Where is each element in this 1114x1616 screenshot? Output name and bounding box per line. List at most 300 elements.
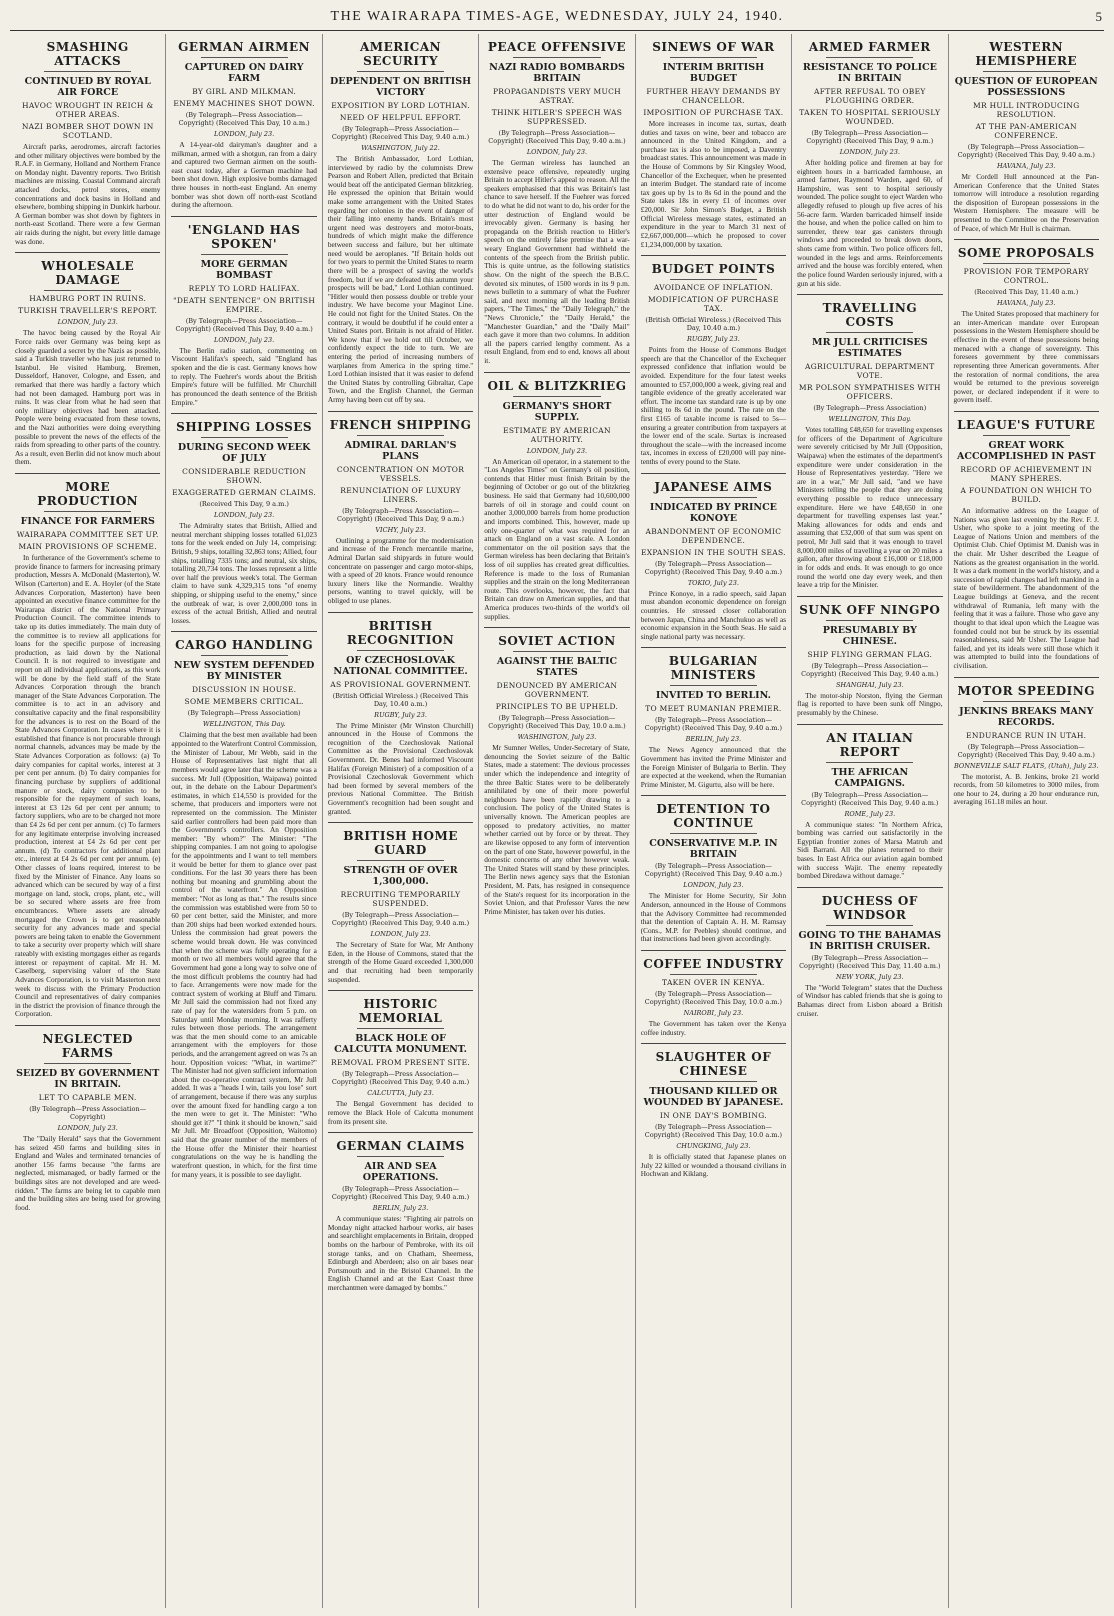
article-separator (641, 473, 786, 474)
article-deck: LET TO CAPABLE MEN. (38, 1092, 137, 1102)
article-credit: (By Telegraph—Press Association—Copyright) (29, 1104, 147, 1121)
headline-rule (357, 650, 444, 651)
article (171, 223, 316, 407)
article-separator (328, 612, 473, 613)
article-credit: (By Telegraph—Press Association—Copyright) (Received This Day, 9.40 a.m.) (801, 790, 939, 807)
masthead-rule (10, 30, 1104, 31)
article-credit: (By Telegraph—Press Association—Copyright) (Received This Day, 9 a.m.) (337, 506, 465, 523)
article-body: The Prime Minister (Mr Winston Churchill) announced in the House of Commons the recognition of the Czechoslovak National Committee as the Provisional Czechoslovak Government. Dr. Benes had informed Viscount Halifax (Foreign Minister) of a composition of a Provisional Czechoslovak Government which had been formed by several members of the previous National Committee. The British Government's recognition had been sought and granted. (327, 720, 474, 816)
page-number: 5 (1095, 9, 1102, 24)
news-column (949, 34, 1104, 1608)
article-deck: DENOUNCED BY AMERICAN GOVERNMENT. (496, 681, 618, 700)
article-headline: MORE PRODUCTION (37, 480, 139, 509)
article-dateline: LONDON, July 23. (57, 1123, 118, 1132)
article-deck: PRINCIPLES TO BE UPHELD. (495, 702, 619, 712)
article-headline: SOME PROPOSALS (957, 246, 1095, 261)
article (484, 379, 629, 622)
headline-rule (670, 1081, 757, 1082)
article-body: A 14-year-old dairyman's daughter and a milkman, armed with a shotgun, ran from a dairy and captured two German airmen on the south-east coast today, after a German machine had been shot down. High explosive bombs damaged three houses in north-east England. An enemy bomber was shot down off north-east Scotland during the afternoon. (171, 140, 317, 210)
article (641, 262, 786, 467)
article-separator (797, 887, 942, 888)
article-dateline: HAVANA, July 23. (997, 162, 1056, 170)
article-dateline: CALCUTTA, July 23. (367, 1089, 434, 1098)
article-dateline: ROME, July 23. (844, 809, 896, 818)
article-deck: PROVISION FOR TEMPORARY CONTROL. (963, 267, 1089, 286)
headline-rule (826, 762, 913, 763)
article-separator (484, 627, 629, 628)
article-deck: CONSIDERABLE REDUCTION SHOWN. (182, 467, 307, 486)
article-deck: CONCENTRATION ON MOTOR VESSELS. (336, 464, 465, 483)
headline-rule (44, 1063, 131, 1064)
headline-rule (826, 620, 913, 621)
headline-rule (983, 701, 1070, 702)
article-dateline: LONDON, July 23. (214, 130, 275, 138)
article-credit: (By Telegraph—Press Association—Copyright) (Received This Day, 10 a.m.) (178, 111, 310, 127)
article-body: Points from the House of Commons Budget speech are that the Chancellor of the Exchequer expressed confidence that inflation would be avoided. Expenditure for the four latest weeks amounted to £57,000,000 a week, giving real and tangible evidence of the greatly accelerated war effort. The income tax standard rate is up by one shilling to 8s 6d in the pound. The rate on the first £165 of taxable income is raised to 5s—ensuring a greater contribution from taxpayers at the lower end of the scale. Surtax is increased throughout the scale—with the increased income tax, incomes in excess of £20,000 will pay nine-tenths of every pound to the State. (640, 345, 787, 467)
article (641, 480, 786, 642)
article-deck: RENUNCIATION OF LUXURY LINERS. (340, 485, 461, 504)
article-deck: AS PROVISIONAL GOVERNMENT. (330, 679, 471, 689)
headline-rule (357, 1028, 444, 1029)
headline-rule (670, 685, 757, 686)
article (328, 40, 473, 405)
article-body: A communique states: "Fighting air patrols on Monday night attacked harbour works, air bases and searchlight emplacements in Britain, dropped bombs on the harbour of Pembroke, with its oil storage tanks, and on Chatham, Sheerness, Edinburgh and Aberdeen; also on air bases near Portsmouth and in the Bristol Channel. In the English Channel and at the East Coast three merchantmen were damaged by bombs." (327, 1214, 474, 1292)
article-dateline: WASHINGTON, July 23. (517, 733, 597, 742)
article-deck: "DEATH SENTENCE" ON BRITISH EMPIRE. (173, 295, 316, 314)
article-subheadline: BLACK HOLE OF CALCUTTA MONUMENT. (334, 1033, 467, 1056)
article-dateline: LONDON, July 23. (683, 881, 744, 890)
article (484, 40, 629, 366)
article-deck: FURTHER HEAVY DEMANDS BY CHANCELLOR. (646, 87, 781, 105)
article-headline: WESTERN HEMISPHERE (975, 40, 1078, 68)
article-body: The Secretary of State for War, Mr Anthony Eden, in the House of Commons, stated that the strength of the Home Guard exceeded 1,300,000 and that recruiting had been temporarily suspended. (327, 940, 474, 984)
article-body: The motor-ship Norston, flying the German flag is reported to have been sunk off Ningpo, presumably by the Chinese. (797, 690, 943, 717)
article-headline: 'ENGLAND HAS SPOKEN' (187, 222, 301, 251)
article-dateline: TOKIO, July 23. (687, 578, 739, 587)
article-deck: THINK HITLER'S SPEECH WAS SUPPRESSED. (491, 108, 623, 126)
article-deck: A FOUNDATION ON WHICH TO BUILD. (960, 485, 1092, 504)
article-deck: MR HULL INTRODUCING RESOLUTION. (972, 101, 1080, 119)
article-subheadline: GREAT WORK ACCOMPLISHED IN PAST (957, 439, 1096, 462)
headline-rule (513, 396, 600, 397)
headline-rule (983, 435, 1070, 436)
article-subheadline: JENKINS BREAKS MANY RECORDS. (959, 705, 1094, 728)
article-dateline: LONDON, July 23. (214, 335, 275, 344)
article-separator (171, 216, 316, 217)
article-deck: MODIFICATION OF PURCHASE TAX. (647, 295, 779, 314)
article-headline: MOTOR SPEEDING (957, 683, 1095, 698)
article-headline: AMERICAN SECURITY (359, 40, 442, 68)
article-deck: AT THE PAN-AMERICAN CONFERENCE. (975, 122, 1077, 140)
article-subheadline: RESISTANCE TO POLICE IN BRITAIN (802, 62, 937, 84)
article (797, 301, 942, 590)
article-dateline: LONDON, July 23. (214, 511, 275, 520)
article-headline: LEAGUE'S FUTURE (957, 417, 1096, 432)
news-column (792, 34, 948, 1608)
headline-rule (357, 71, 444, 72)
article-separator (641, 255, 786, 256)
article-separator (641, 647, 786, 648)
article-separator (954, 239, 1099, 240)
article-headline: NEGLECTED FARMS (42, 1031, 133, 1060)
article-deck: EXAGGERATED GERMAN CLAIMS. (172, 488, 317, 498)
article (328, 619, 473, 817)
article-body: The Government has taken over the Kenya coffee industry. (640, 1019, 787, 1037)
article-headline: WHOLESALE DAMAGE (41, 259, 135, 288)
article-body: Votes totalling £48,650 for travelling expenses for officers of the Department of Agriculture were severely criticised by Mr Jull (Opposition, Waipawa) when the estimates of the department's expenditure were under consideration in the House of Representatives yesterday. "Here we are in a war," Mr Jull said, "and we have Ministers telling the people that they are doing everything possible to reduce unnecessary expenditure. Here we have £48,650 in one department for travelling expenses last year." Making allowances for odds and ends and assuming that £32,000 of that sum was spent on petrol, Mr Jull said that it was enough to travel 8,000,000 miles of travelling a year on 20 miles a gallon, after throwing about £16,000 or £18,000 in for odds and ends. It was enough to go once round the world one day every week, and then leave a trip for the Minister. (797, 425, 943, 590)
article-body: More increases in income tax, surtax, death duties and taxes on wine, beer and tobacco are announced in the United Kingdom, and a purchase tax is also to be imposed, a Daventry broadcast states. This announcement was made in the House of Commons by Sir Kingsley Wood, Chancellor of the Exchequer, when he presented an interim Budget. The standard rate of income tax goes up by 1s to 8s 6d in the pound and the State takes 18s in every £1 of incomes over £20,000. Sir John Simon's Budget, a British Official Wireless message states, estimated an expenditure in the year to March 31 next of £2,667,000,000—which he proposed to cover £1,234,000,000 by taxation. (640, 119, 787, 249)
article (954, 246, 1099, 405)
masthead (0, 0, 1114, 30)
article-deck: RECORD OF ACHIEVEMENT IN MANY SPHERES. (960, 464, 1093, 483)
article (797, 603, 942, 718)
article-credit: (By Telegraph—Press Association—Copyright) (Received This Day, 9.40 a.m.) (331, 1070, 470, 1087)
headline-rule (201, 437, 288, 438)
article-deck: MR POLSON SYMPATHISES WITH OFFICERS. (798, 383, 941, 402)
news-column (636, 34, 792, 1608)
article-headline: CARGO HANDLING (175, 638, 314, 653)
article-headline: FRENCH SHIPPING (329, 417, 472, 432)
article-subheadline: NEW SYSTEM DEFENDED BY MINISTER (173, 660, 315, 683)
article-credit: (British Official Wireless.) (Received This Day, 10.40 a.m.) (645, 316, 782, 333)
article-subheadline: SEIZED BY GOVERNMENT IN BRITAIN. (16, 1067, 160, 1090)
article-headline: BRITISH RECOGNITION (346, 618, 455, 647)
article-credit: (By Telegraph—Press Association—Copyright) (Received This Day, 9.40 a.m.) (175, 316, 313, 333)
article-deck: EXPANSION IN THE SOUTH SEAS. (640, 547, 786, 557)
headline-rule (201, 254, 288, 255)
article (797, 894, 942, 1018)
article-credit: (By Telegraph—Press Association—Copyright) (Received This Day, 9.40 a.m.) (957, 143, 1095, 159)
article-headline: COFFEE INDUSTRY (643, 957, 784, 972)
article-dateline: BONNEVILLE SALT FLATS, (Utah), July 23. (953, 761, 1099, 770)
headline-rule (670, 974, 757, 975)
headline-rule (44, 290, 131, 291)
article-body: Prince Konoye, in a radio speech, said Japan must abandon economic dependence on foreign countries. He stressed closer collaboration between Japan, China and Manchukuo as well as economic expansion in the South Seas. He said a single national party was necessary. (640, 588, 787, 641)
article-deck: DISCUSSION IN HOUSE. (191, 685, 297, 695)
article-body: An informative address on the League of Nations was given last evening by the Rev. F. J. Usher, who spoke to a joint meeting of the League of Nations Union and members of the Optimist Club. Chief Optimist M. Danish was in the chair. Mr Usher described the League of Nations as the greatest organisation in the world. It was a dark moment in the world's history, and a succession of rapid changes had left mankind in a state of bewilderment. The abandonment of the League buildings at Geneva, and the recent withdrawal of Rumania, left many with the feeling that it was a failure. Those who gave any thought to that ideal upon which the League was founded could not but be struck by its essential reasonableness, said Mr Usher. The League had failed, and yet its ideals were still those which it was attempted to build into the foundations of civilisation. (953, 505, 1099, 670)
article-deck: AVOIDANCE OF INFLATION. (653, 283, 773, 293)
article-deck: REPLY TO LORD HALIFAX. (188, 283, 300, 293)
headline-rule (44, 71, 131, 72)
article-subheadline: OF CZECHOSLOVAK NATIONAL COMMITTEE. (333, 654, 468, 677)
article-body: The havoc being caused by the Royal Air Force raids over Germany was being kept as closely guarded a secret by the Nazis as possible, said a Turkish traveller who has just returned to Istanbul. He visited Hamburg, Bremen, Dusseldorf, Hanover, Cologne, and Essen, and remarked that there was hardly a factory which had not been damaged. Hamburg port was in ruins. It was clear from what he had seen that only military objectives had been attacked. People were being evacuated from these towns, and the Nazi authorities were doing everything possible to prevent the news of the effects of the raids from spreading to other parts of the country. As a result, even Berlin did not know much about them. (15, 328, 161, 467)
article (954, 684, 1099, 807)
article-separator (797, 596, 942, 597)
article-body: Claiming that the best men available had been appointed to the Waterfront Control Commission, the Minister of Labour, Mr Webb, said in the House of Representatives last night that all members would agree later that the scheme was a success. Mr Jull (Opposition, Waipawa) pointed out, in the debate on the Labour Department's estimates, in which £14,550 is provided for the scheme, that producers and importers were not represented on the commission. The Minister said earlier controllers had been paid more than the Government's controllers. An Opposition member: "By whom?" The Minister: "The shipping companies. I am not going to apologise for the appointments and I want to tell members it would be better for them to glance over past conditions. For the last 30 years there has been nothing but moaning and grumbling about the control of the waterfront." An Opposition member: "Not as long as that." The results since the commission was established were from 50 to 60 per cent better, said the Minister, and more than 200 ships had been worked extended hours. Unless the commission had great powers the scheme would break down. He was convinced that when the scheme was fully operating for a month or two all members would agree that the Government had gone a long way to solve one of the most difficult problems the country had had to face. Arrangements were now made for the contract system of working at Bluff and Timaru. Mr Jull said the commission had not fixed any rate of pay for the watersiders from 5 p.m. on Saturday until Monday morning. It was rafferty rules between those periods. The arrangement was that the men should come to an amicable arrangement with the employers for those periods, and the arrangement agreed on was 7s an hour. Opposition voices: "What, in wartime?" The Minister had not given sufficient information about the co-operative contract system, Mr Jull added. It was a "heads I win, tails you lose" sort of arrangement, because if there was any surplus over the amount fixed for handling cargo a ton the men were to get it. The Minister: "Who should get it?" "I think it should be known," said Mr Jull. Mr Broadfoot (Opposition, Waitomo) said that the greater number of the members of the House offer the Minister their heartiest congratulations on the way he is handling the waterfront question, in which, for the first time for many years, it is possible to see daylight. (171, 730, 317, 1179)
newspaper-title: THE WAIRARAPA TIMES-AGE, WEDNESDAY, JULY 24, 1940. (330, 9, 784, 24)
article-separator (328, 990, 473, 991)
headline-rule (670, 833, 757, 834)
article-dateline: WELLINGTON, This Day. (202, 720, 286, 729)
article-headline: SMASHING ATTACKS (46, 40, 129, 68)
article-subheadline: STRENGTH OF OVER 1,300,000. (343, 865, 458, 888)
article-headline: OIL & BLITZKRIEG (487, 378, 627, 393)
article-deck: NAZI BOMBER SHOT DOWN IN SCOTLAND. (21, 122, 154, 140)
article-credit: (By Telegraph—Press Association—Copyright) (Received This Day, 10.0 a.m.) (644, 1123, 783, 1140)
article-headline: PEACE OFFENSIVE (487, 40, 627, 54)
news-column (166, 34, 322, 1608)
headline-rule (670, 57, 757, 58)
article-deck: RECRUITING TEMPORARILY SUSPENDED. (340, 890, 461, 909)
headline-rule (983, 71, 1070, 72)
article-dateline: NAIROBI, July 23. (683, 1009, 744, 1018)
article-credit: (By Telegraph—Press Association—Copyright) (Received This Day, 9.40 a.m.) (644, 862, 783, 879)
article-separator (954, 677, 1099, 678)
article-deck: SHIP FLYING GERMAN FLAG. (807, 649, 933, 659)
article-separator (171, 413, 316, 414)
article-deck: IN ONE DAY'S BOMBING. (659, 1111, 767, 1121)
headline-rule (357, 860, 444, 861)
article-headline: TRAVELLING COSTS (822, 301, 918, 330)
article-body: The Minister for Home Security, Sir John Anderson, announced in the House of Commons that the Advisory Committee had recommended that the detention of Captain A. H. M. Ramsay (Cons., M.P. for Peebles) should continue, and that instructions had been given accordingly. (640, 891, 787, 944)
article-dateline: LONDON, July 23. (526, 148, 588, 156)
article-headline: JAPANESE AIMS (654, 479, 773, 494)
news-column (323, 34, 479, 1608)
article-deck: MAIN PROVISIONS OF SCHEME. (18, 542, 157, 552)
article-deck: IMPOSITION OF PURCHASE TAX. (643, 108, 784, 117)
article-subheadline: MR JULL CRITICISES ESTIMATES (812, 337, 928, 360)
article-separator (797, 294, 942, 295)
headline-rule (983, 263, 1070, 264)
headline-rule (826, 57, 913, 58)
article-credit: (By Telegraph—Press Association—Copyright) (Received This Day, 11.40 a.m.) (799, 953, 941, 970)
article-subheadline: DURING SECOND WEEK OF JULY (177, 442, 311, 465)
headline-rule (201, 655, 288, 656)
article-credit: (By Telegraph—Press Association) (813, 404, 927, 413)
article-subheadline: ADMIRAL DARLAN'S PLANS (344, 439, 457, 462)
article-dateline: LONDON, July 23. (57, 318, 118, 327)
article-body: The United States proposed that machinery for an inter-American mandate over European possessions in the Western Hemisphere should be effective in the event of these possessions being menaced with a change of sovereignty. This foresees government by three commissars representing three American governments. After the restoration of normal conditions, the area would be returned to the previous sovereign power, or declared independent if it were to govern itself. (953, 309, 1099, 405)
article-dateline: WASHINGTON, July 22. (361, 144, 440, 152)
article-body: The Bengal Government has decided to remove the Black Hole of Calcutta monument from its present site. (327, 1099, 474, 1126)
article-headline: AN ITALIAN REPORT (826, 730, 914, 759)
article-dateline: RUGBY, July 23. (687, 335, 740, 344)
article-deck: ENDURANCE RUN IN UTAH. (966, 730, 1087, 740)
article-body: The Admiralty states that British, Allied and neutral merchant shipping losses totalled 61,023 tons for the week ended on July 14, comprising: British, 9 ships, totalling 32,863 tons; Allied, four ships, totalling 7335 tons; and neutral, six ships, totalling 20,734 tons. The losses represent a little over half the previous week's total. The German claim to have sunk 4,329,315 tons "of enemy shipping, or shipping useful to the enemy," since the outbreak of war, is over 2,000,000 tons in excess of the actual British, Allied and neutral losses. (171, 521, 317, 625)
article-separator (328, 1132, 473, 1133)
article-separator (328, 411, 473, 412)
article (641, 957, 786, 1037)
article-credit: (Received This Day, 11.40 a.m.) (974, 288, 1079, 297)
article-credit: (By Telegraph—Press Association—Copyright) (Received This Day, 9.40 a.m.) (644, 716, 783, 733)
headline-rule (670, 497, 757, 498)
article-headline: GERMAN AIRMEN (178, 40, 311, 54)
article-body: The News Agency announced that the Government has invited the Prime Minister and the Foreign Minister of Bulgaria to Berlin. They are expected at the weekend, when the Rumanian Prime Minister, M. Gigurtu, also will be here. (640, 745, 787, 789)
headline-rule (357, 435, 444, 436)
article (15, 480, 160, 1019)
article-deck: SOME MEMBERS CRITICAL. (184, 697, 304, 707)
article-credit: (By Telegraph—Press Association) (187, 709, 301, 718)
article-separator (954, 411, 1099, 412)
article-headline: SUNK OFF NINGPO (799, 602, 941, 617)
article (484, 634, 629, 916)
article-dateline: CHUNGKING, July 23. (676, 1142, 751, 1151)
headline-rule (670, 279, 757, 280)
article-deck: ABANDONMENT OF ECONOMIC DEPENDENCE. (645, 526, 782, 545)
article-headline: SINEWS OF WAR (652, 40, 775, 54)
headline-rule (513, 651, 600, 652)
article-headline: DETENTION TO CONTINUE (656, 802, 771, 831)
article-separator (484, 372, 629, 373)
article-subheadline: NAZI RADIO BOMBARDS BRITAIN (489, 62, 625, 84)
article-deck: AGRICULTURAL DEPARTMENT VOTE. (805, 362, 935, 381)
article-body: The "World Telegram" states that the Duchess of Windsor has cabled friends that she is going to Bahamas direct from Lisbon aboard a British cruiser. (797, 982, 943, 1018)
article-separator (328, 822, 473, 823)
article-separator (171, 631, 316, 632)
article (171, 638, 316, 1179)
article (954, 418, 1099, 671)
article-deck: AFTER REFUSAL TO OBEY PLOUGHING ORDER. (814, 87, 926, 105)
article-subheadline: PRESUMABLY BY CHINESE. (822, 624, 917, 647)
article-deck: EXPOSITION BY LORD LOTHIAN. (331, 101, 470, 110)
article-body: Aircraft parks, aerodromes, aircraft factories and other military objectives were bombed by the R.A.F. in Germany, Holland and Northern France on Monday night. Daventry reports. Two British machines are missing. Coastal Command aircraft attacked docks, petrol stores, enemy concentrations and dock basins in Holland and elsewhere, bombing shipping in Dunkirk harbour. A German bomber was shot down by fighters in north-east Scotland. There were a few German air raids during the night, but every little damage was done. (15, 142, 161, 246)
article (641, 654, 786, 789)
article-credit: (By Telegraph—Press Association—Copyright) (Received This Day, 10.0 a.m.) (644, 990, 783, 1007)
article-credit: (By Telegraph—Press Association—Copyright) (Received This Day, 9.40 a.m.) (331, 911, 470, 928)
article (641, 40, 786, 249)
article-separator (641, 1043, 786, 1044)
article-deck: HAVOC WROUGHT IN REICH & OTHER AREAS. (22, 101, 154, 119)
article-credit: (By Telegraph—Press Association—Copyright) (Received This Day, 9.40 a.m.) (488, 129, 626, 145)
article-separator (797, 724, 942, 725)
article (15, 40, 160, 246)
article-subheadline: INTERIM BRITISH BUDGET (662, 62, 765, 84)
article-body: Mr Cordell Hull announced at the Pan-American Conference that the United States tomorrow will introduce a resolution regarding the disposition of European possessions in the Western Hemisphere. The measure will be presented to the Committee on the Preservation of Peace, of which Mr Hull is chairman. (953, 172, 1099, 233)
article-headline: GERMAN CLAIMS (336, 1139, 465, 1154)
article-deck: NEED OF HELPFUL EFFORT. (339, 113, 462, 122)
article (641, 802, 786, 944)
article-dateline: LONDON, July 23. (839, 148, 900, 156)
article-deck: ENEMY MACHINES SHOT DOWN. (173, 99, 315, 108)
article-credit: (British Official Wireless.) (Received This Day, 10.40 a.m.) (332, 691, 469, 708)
article-subheadline: GERMANY'S SHORT SUPPLY. (502, 400, 612, 423)
article-dateline: VICHY, July 23. (375, 525, 426, 534)
news-column (10, 34, 166, 1608)
news-columns (10, 34, 1104, 1608)
article-separator (15, 473, 160, 474)
article-subheadline: FINANCE FOR FARMERS (20, 516, 155, 528)
article-body: The German wireless has launched an extensive peace offensive, repeatedly urging Britain to accept Hitler's appeal to reason. All the speakers emphasised that this was Britain's last chance to save herself. If the Fuehrer was forced to do what he did not want to do, his order for the utter destruction of England would be irrevocably given. Germany is basing her propaganda on the British reaction to Hitler's speech on the entirely false premise that a war-weary England Government had withheld the contents of the speech from the British public. This is quite untrue, as the following statistics show. On the night of the speech the B.B.C. devoted six minutes, of 1500 words in its 9 p.m. news bulletin to a summary of what the Fuehrer said, and next morning all the leading British papers, "The Times," the "Daily Telegraph," the "News Chronicle," the "Daily Herald," the "Manchester Guardian," and the "Daily Mail" each gave it more than two columns. In addition all the papers carried lengthy comment. As a result England, from end to end, knows all about it. (484, 158, 630, 366)
article-deck: BY GIRL AND MILKMAN. (192, 87, 297, 96)
headline-rule (357, 1156, 444, 1157)
article (797, 40, 942, 288)
article (328, 418, 473, 606)
article-subheadline: THE AFRICAN CAMPAIGNS. (831, 766, 909, 789)
article-body: Mr Sumner Welles, Under-Secretary of State, denouncing the Soviet seizure of the Baltic States, made a statement: The devious processes under which the independence and integrity of the three Baltic States were to be deliberately annihilated by one of their more powerful neighbours have been rapidly drawing to a conclusion. The policy of the United States is universally known. The American peoples are opposed to predatory activities, no matter whether carried out by force or by threat. They are likewise opposed to any form of intervention on the part of one State, however powerful, in the domestic concerns of any other however weak. The United States will stand by these principles. The Berlin news agency says that the Estonian President, M. Pats, has resigned in consequence of the State's request for its incorporation in the Soviet Union, and that Professor Vares the new Prime Minister, has taken over his duties. (484, 743, 630, 916)
article-body: An American oil operator, in a statement to the "Los Angeles Times" on Germany's oil position, contends that Hitler must finish Britain by the beginning of October or go out of the blitzkrieg business. He said that Germany had 10,600,000 barrels of oil in storage and could count on another 3,000,000 barrels from home production and imports combined. This, however, made up only one-quarter of what was required for an attack on England on a vast scale. A London commentator on the oil position says that the German wireless has been declaring that Britain's loss of oil supplies has created great difficulties. Reference is made to the loss of Rumanian supplies and the strain on the long Mediterranean route. This overlooks, however, the fact that Britain can draw on American supplies, and that America produces two-thirds of the world's oil supplies. (484, 456, 630, 621)
headline-rule (201, 57, 288, 58)
headline-rule (513, 57, 600, 58)
article-subheadline: AGAINST THE BALTIC STATES (496, 656, 618, 679)
article-separator (641, 795, 786, 796)
article-deck: ESTIMATE BY AMERICAN AUTHORITY. (503, 425, 611, 444)
article-headline: SOVIET ACTION (498, 634, 616, 649)
article-body: It is officially stated that Japanese planes on July 22 killed or wounded a thousand civilians in Hochwan and Kiklang. (640, 1152, 787, 1179)
article-subheadline: THOUSAND KILLED OR WOUNDED BY JAPANESE. (643, 1086, 784, 1109)
article-dateline: SHANGHAI, July 23. (835, 680, 904, 689)
headline-rule (826, 925, 913, 926)
article-body: A communique states: "In Northern Africa, bombing was carried out satisfactorily in the Egyptian frontier zones of Marsa Matruh and Sidi Barrani. All the planes returned to their bases. In East Africa our aviation again bombed with success Wajir. The enemy repeatedly bombed Diredawa without damage." (797, 819, 943, 881)
article-subheadline: CONTINUED BY ROYAL AIR FORCE (24, 76, 151, 98)
article-dateline: HAVANA, July 23. (997, 299, 1056, 308)
article (171, 40, 316, 210)
article-separator (15, 252, 160, 253)
article-body: Outlining a programme for the modernisation and increase of the French mercantile marine, Admiral Darlan said shipyards in future would concentrate on passenger and cargo motor-ships, with a speed of 20 knots. France would renounce luxury liners like the Normandie. Wealthy persons, wanting to travel quickly, will be obliged to use planes. (327, 535, 474, 605)
article-credit: (By Telegraph—Press Association—Copyright) (Received This Day, 9.40 a.m.) (957, 742, 1095, 759)
article-separator (15, 1025, 160, 1026)
article-subheadline: AIR AND SEA OPERATIONS. (362, 1161, 439, 1184)
article-headline: BRITISH HOME GUARD (343, 829, 458, 858)
article (328, 1139, 473, 1292)
article-deck: TO MEET RUMANIAN PREMIER. (645, 704, 782, 714)
article (797, 731, 942, 881)
article-dateline: BERLIN, July 23. (685, 735, 742, 744)
article (954, 40, 1099, 233)
article-body: The British Ambassador, Lord Lothian, interviewed by radio by the columnists Drew Pearson and Robert Allen, predicted that Britain would beat off the anticipated German blitzkrieg. He expressed the opinion that Britain would make some arrangement with the United States regarding her colonies in the event of danger of their falling into enemy hands. Britain's most urgent need was destroyers and motor-boats, hundreds of which might make the difference between success and failure, but her ultimate need would be aeroplanes. "If Britain holds out for two years to permit the United States to rearm there will be a prospect of saving the world's freedom, but if we are defeated this autumn your prospects will be bad," Lord Lothian continued. "Hitler would then possess double or treble your industry. We have become your Maginot Line. He could not fight for the United States. On the contrary, it would be doubtful if he could enter a United States port. Britain is not afraid of Hitler. We know that if we hold out till October, we confidently expect the tide to turn. We are entering the period of increasing numbers of warplanes from America in the spring time." Lord Lothian insisted that it was easier to defend the United States by controlling Gibraltar, Cape Town, and the English Channel, the German Army having been cut off by sea. (327, 154, 474, 405)
article-subheadline: CAPTURED ON DAIRY FARM (184, 62, 304, 84)
article-headline: SLAUGHTER OF CHINESE (655, 1050, 772, 1079)
article-deck: HAMBURG PORT IN RUINS. (29, 294, 147, 304)
article-subheadline: DEPENDENT ON BRITISH VICTORY (330, 76, 472, 98)
article-headline: SHIPPING LOSSES (176, 420, 313, 435)
article-dateline: RUGBY, July 23. (374, 710, 427, 719)
article-deck: TAKEN OVER IN KENYA. (662, 978, 765, 988)
article-body: After holding police and firemen at bay for eighteen hours in a barricaded farmhouse, an armed farmer, Raymond Warden, aged 60, of Hampshire, was sent to hospital seriously wounded. The police sought to eject Warden who allegedly refused to plough up five acres of his 56-acre farm. Warden barricaded himself inside the house, and when the police called on him to surrender, threw tear gas canisters through windows and proceeded to break down doors, shots came from within. Two police officers fell, wounded in the legs and arms. Reinforcements arrived and the house was forcibly entered, when the police found Warden seriously injured, with a gun at his side. (797, 158, 943, 288)
headline-rule (826, 332, 913, 333)
article-subheadline: INVITED TO BERLIN. (655, 690, 771, 702)
article-credit: (By Telegraph—Press Association—Copyright) (Received This Day, 9 a.m.) (806, 129, 934, 145)
article (328, 997, 473, 1126)
article-credit: (By Telegraph—Press Association—Copyright) (Received This Day, 10.0 a.m.) (488, 714, 626, 731)
article-headline: BUDGET POINTS (651, 262, 776, 277)
article-headline: ARMED FARMER (808, 40, 931, 54)
article-headline: BULGARIAN MINISTERS (668, 654, 758, 683)
article-deck: TURKISH TRAVELLER'S REPORT. (18, 306, 158, 316)
article (15, 1032, 160, 1212)
article-deck: PROPAGANDISTS VERY MUCH ASTRAY. (492, 87, 621, 105)
article-dateline: LONDON, July 23. (526, 446, 588, 455)
article-deck: WAIRARAPA COMMITTEE SET UP. (16, 530, 159, 540)
news-column (479, 34, 635, 1608)
article-body: The "Daily Herald" says that the Government has seized 450 farms and building sites in England and Wales and terminated tenancies of another 156 farms because "the farms are neglected, mismanaged, or badly farmed or the buildings sites are not developed and are weed-ridden." The farms are being let to capable men and the building sites are being used for growing food. (15, 1133, 161, 1212)
article-credit: (Received This Day, 9 a.m.) (199, 500, 289, 509)
article-headline: HISTORIC MEMORIAL (358, 997, 443, 1026)
article-body: In furtherance of the Government's scheme to provide finance to farmers for increasing primary production, Messrs A. McDonald (Masterton), W. Wilson (Carterton) and E. A. Hoyler (of the State Advances Corporation, Masterton) have been appointed an executive finance committee for the Wairarapa district of the National Primary Production Council. The committee intends to take up its duties immediately. The main duty of the committee is to review all applications for loans for the specific purpose of increasing production, as laid down by the National Council. It is not required to investigate and report on all individual applications, as this work will be done by the field staff of the State Advances Corporation through the branch manager of the State Advances Corporation. The committee is to act in an advisory and consultative capacity and the final responsibility for the advances is to rest on the Board of the State Advances Corporation. In cases where it is established that finance is not procurable through normal channels, advances may be made by the State Advances Corporation as follows: (a) To dairy companies for capital works, interest at 3 per cent per annum. (b) To dairy companies for financing purchase by suppliers of additional manure or stock, dairy companies to be responsible for the repayment of such loans, interest at £3 12s 6d per cent per annum; to factory suppliers, who are to be charged not more than £4 2s 6d per cent per annum. (c) To farmers for any legitimate enterprise involving increased production, interest at £4 2s 6d per cent per annum. (d) To contractors for additional plant etc., interest at £4 2s 6d per cent per annum. (e) Other classes of loans required, interest to be fixed by the Minister of Finance. Any loans so advanced which can be secured by way of a first mortgage on land, stock, crops, plant, etc., will be so secured where assets are free from encumbrances. Where assets are already mortgaged the Crown is to get reasonable security for any advances made and special powers are being taken to enable the Government to take a security over property which will share rateably with existing mortgages either as regards interest or repayment of capital. Mr H. M. Caselberg, supervising valuer of the State Advances Corporation, is to visit Masterton next week to discuss with the Primary Production Council and representatives of dairy companies in the district the provision of finance through the Corporation. (15, 553, 161, 1019)
article-subheadline: INDICATED BY PRINCE KONOYE (649, 501, 777, 524)
article-dateline: LONDON, July 23. (370, 930, 431, 939)
article-body: The motorist, A. B. Jenkins, broke 21 world records, from 50 kilometres to 3000 miles, from one hour to 24, during a 20 hour endurance run, averaging 161.18 miles an hour. (953, 771, 1099, 807)
article-credit: (By Telegraph—Press Association—Copyright) (Received This Day, 9.40 a.m.) (331, 125, 470, 141)
article-deck: REMOVAL FROM PRESENT SITE. (331, 1058, 471, 1068)
article (15, 259, 160, 467)
article (641, 1050, 786, 1179)
article-subheadline: QUESTION OF EUROPEAN POSSESSIONS (954, 76, 1098, 98)
article-dateline: BERLIN, July 23. (372, 1204, 429, 1213)
article-deck: TAKEN TO HOSPITAL SERIOUSLY WOUNDED. (799, 108, 941, 126)
article-dateline: WELLINGTON, This Day. (828, 415, 912, 424)
headline-rule (44, 511, 131, 512)
article-subheadline: MORE GERMAN BOMBAST (200, 258, 288, 281)
article-credit: (By Telegraph—Press Association—Copyright) (Received This Day, 9.40 a.m.) (801, 661, 939, 678)
article-body: The Berlin radio station, commenting on Viscount Halifax's speech, said "England has spoken and the die is cast. Germany knows how to reply. The Fuehrer's words about the British Empire's future will be fulfilled. Mr Churchill has pronounced the death sentence of the British Empire." (171, 345, 317, 407)
article-credit: (By Telegraph—Press Association—Copyright) (Received This Day, 9.40 a.m.) (331, 1185, 470, 1202)
article-subheadline: CONSERVATIVE M.P. IN BRITAIN (649, 838, 778, 861)
article-dateline: NEW YORK, July 23. (836, 972, 904, 981)
article-separator (641, 950, 786, 951)
article (328, 829, 473, 984)
article-subheadline: GOING TO THE BAHAMAS IN BRITISH CRUISER. (798, 929, 942, 952)
article (171, 420, 316, 625)
